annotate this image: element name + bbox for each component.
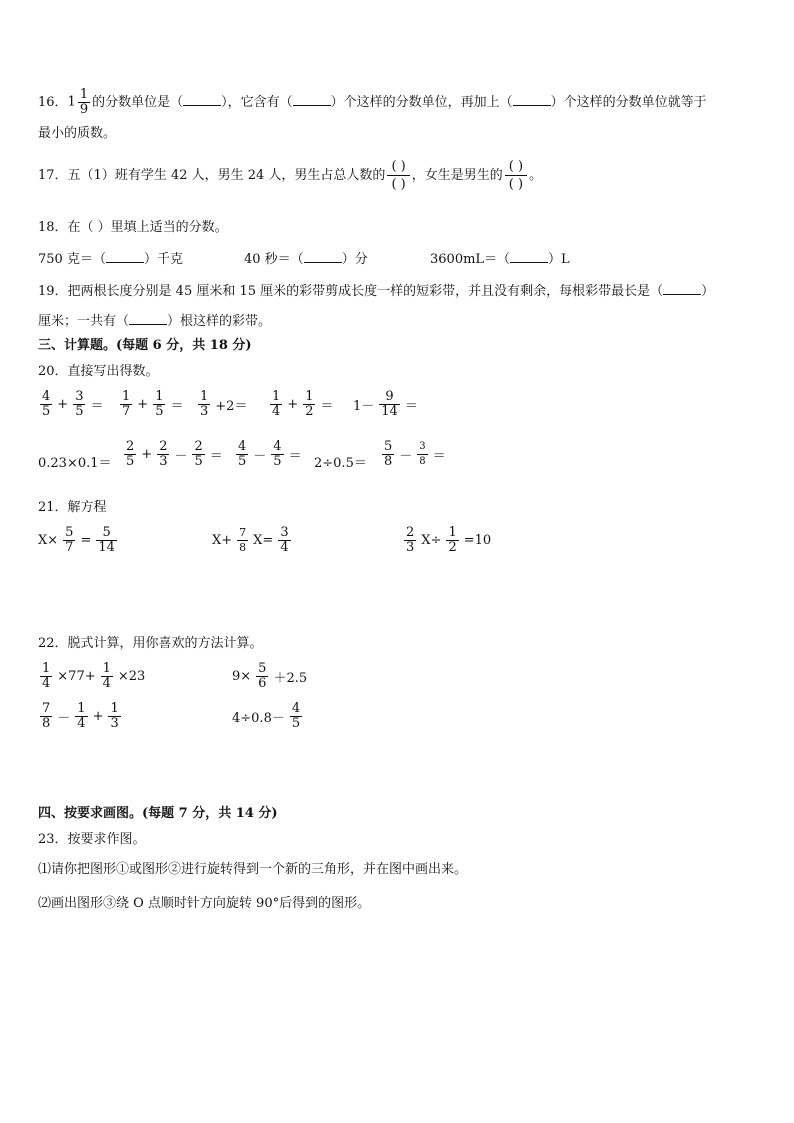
answer-blank[interactable] <box>183 93 221 106</box>
answer-blank[interactable] <box>663 282 701 295</box>
answer-blank[interactable] <box>129 312 167 325</box>
fraction: $\frac{1}{9}$ <box>79 87 89 117</box>
calc-20-9: 2÷0.5＝ <box>314 456 367 471</box>
answer-blank[interactable] <box>293 93 331 106</box>
question-16-line2: 最小的质数。 <box>38 126 117 141</box>
question-20-title: 20．直接写出得数。 <box>38 364 159 379</box>
question-18-title: 18．在（ ）里填上适当的分数。 <box>38 220 228 235</box>
question-22-title: 22．脱式计算，用你喜欢的方法计算。 <box>38 636 263 651</box>
question-18-c: 3600mL＝（ ）L <box>430 252 570 267</box>
answer-blank[interactable] <box>510 250 548 263</box>
calc-22-4: 4÷0.8－ $\frac{4}{5}$ <box>232 701 301 731</box>
question-19: 19．把两根长度分别是 45 厘米和 15 厘米的彩带剪成长度一样的短彩带，并且没有剩余，每根彩带最长是（ ） <box>38 284 715 299</box>
calc-20-5: 1－ $\frac{9}{14}$ ＝ <box>353 389 418 419</box>
calc-20-8: $\frac{4}{5}$ － $\frac{4}{5}$ ＝ <box>238 439 302 469</box>
equation-21-3: $\frac{2}{3}$ X÷ $\frac{1}{2}$ =10 <box>406 525 492 555</box>
calc-22-3: $\frac{7}{8}$ － $\frac{1}{4}$ + $\frac{1}{3}$ <box>42 701 119 731</box>
question-23-part1: ⑴请你把图形①或图形②进行旋转得到一个新的三角形，并在图中画出来。 <box>38 862 468 877</box>
calc-22-1: $\frac{1}{4}$ ×77+ $\frac{1}{4}$ ×23 <box>42 661 146 691</box>
answer-fraction-blank[interactable]: ( ) ( ) <box>387 158 409 193</box>
answer-fraction-blank[interactable]: ( ) ( ) <box>505 158 527 193</box>
calc-20-6: 0.23×0.1＝ <box>38 456 112 471</box>
section-3-title: 三、计算题。(每题 6 分，共 18 分) <box>38 338 252 353</box>
calc-20-1: $\frac{4}{5}$ + $\frac{3}{5}$ ＝ <box>42 389 104 419</box>
answer-blank[interactable] <box>304 250 342 263</box>
calc-20-4: $\frac{1}{4}$ + $\frac{1}{2}$ ＝ <box>272 389 334 419</box>
calc-20-7: $\frac{2}{5}$ + $\frac{2}{3}$ － $\frac{2}{5}$ ＝ <box>126 439 223 469</box>
calc-22-2: 9× $\frac{5}{6}$ ＋2.5 <box>232 661 308 691</box>
question-23-part2: ⑵画出图形③绕 O 点顺时针方向旋转 90°后得到的图形。 <box>38 896 371 911</box>
equation-21-2: X+ $\frac{7}{8}$ X= $\frac{3}{4}$ <box>212 525 289 555</box>
question-23-title: 23．按要求作图。 <box>38 832 146 847</box>
question-17: 17．五（1）班有学生 42 人，男生 24 人，男生占总人数的 ( ) ( ) ，女生是男生的 ( ) ( ) 。 <box>38 159 543 192</box>
calc-20-10: $\frac{5}{8}$ － $\frac{3}{8}$ ＝ <box>384 439 446 469</box>
question-18-b: 40 秒＝（ ）分 <box>244 252 368 267</box>
calc-20-3: $\frac{1}{3}$ +2＝ <box>200 389 248 419</box>
answer-blank[interactable] <box>106 250 144 263</box>
section-4-title: 四、按要求画图。(每题 7 分，共 14 分) <box>38 806 278 821</box>
question-16: 16．1 $\frac{1}{9}$ 的分数单位是（ ），它含有（ ）个这样的分数单位，再加上（ ）个这样的分数单位就等于 <box>38 87 707 117</box>
answer-blank[interactable] <box>513 93 551 106</box>
question-18-a: 750 克＝（ ）千克 <box>38 252 183 267</box>
question-19-line2: 厘米；一共有（ ）根这样的彩带。 <box>38 314 272 329</box>
calc-20-2: $\frac{1}{7}$ + $\frac{1}{5}$ ＝ <box>122 389 184 419</box>
question-21-title: 21．解方程 <box>38 500 107 515</box>
equation-21-1: X× $\frac{5}{7}$ = $\frac{5}{14}$ <box>38 525 115 555</box>
